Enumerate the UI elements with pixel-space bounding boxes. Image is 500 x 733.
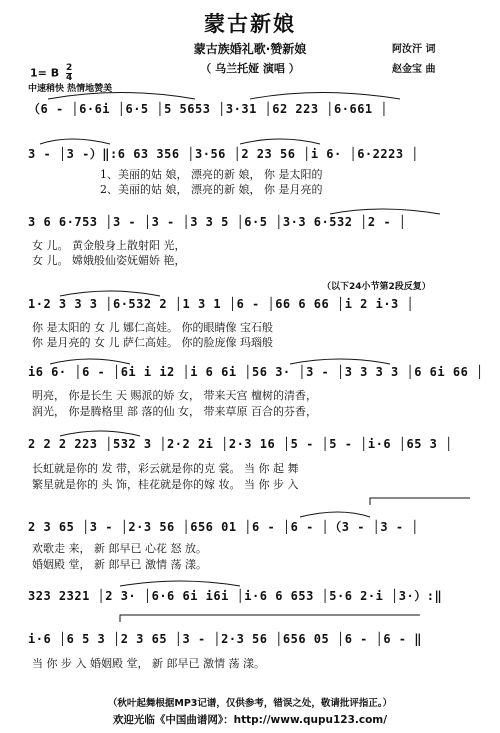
time-signature-bottom: 4 — [65, 73, 73, 83]
singer-credit: （ 乌兰托娅 演唱 ） — [200, 62, 300, 75]
volta-bracket — [120, 615, 420, 622]
lyric-line-6a: 长虹就是你的 发 带，彩云就是你的克 裳。 当 你 起 舞 — [32, 462, 299, 475]
footer-site: 欢迎光临《中国曲谱网》：http://www.qupu123.com/ — [112, 714, 388, 726]
score-line-1: （6 - │6·6i │6·5 │5 5653 │3·31 │62 223 │6·661 │ — [28, 102, 389, 116]
lyric-line-3a: 女 儿。 黄金般身上散射阳 光， — [32, 239, 186, 252]
song-subtitle: 蒙古族婚礼歌·赞新娘 — [193, 42, 307, 56]
slur-arc — [290, 359, 390, 364]
score-line-6: 2 2 2 223 │532 3 │2·2 2i │2·3 16 │5 - │5 - │i·6 │65 3 │ — [28, 437, 453, 451]
time-signature-top: 2 — [65, 63, 73, 73]
score-line-2: 3 - │3 -）‖:6 63 356 │3·56 │2 23 56 │i 6· │6·2223 │ — [28, 147, 420, 161]
slur-arc — [40, 139, 110, 144]
score-line-5: i6 6· │6 - │6i i i2 │i 6 6i │56 3· │3 - │3 3 3 3 │6 6i 66 │ — [28, 365, 484, 379]
lyric-line-4a: 你 是太阳的 女 儿 娜仁高娃。 你的眼睛像 宝石般 — [32, 321, 273, 334]
lyric-line-2b: 2、美丽的姑 娘， 漂亮的新 娘， 你 是月亮的 — [100, 183, 323, 196]
lyric-line-5b: 润光， 你是腾格里 部 落的仙 女， 带来草原 百合的芬香， — [32, 405, 317, 418]
lyric-line-3b: 女 儿。 嫦娥般仙姿妩媚娇 艳， — [32, 254, 186, 267]
song-title: 蒙古新娘 — [204, 12, 296, 36]
lyric-line-7a: 欢歌走 来， 新 郎早已 心花 怒 放。 — [32, 542, 207, 555]
score-line-7: 2 3 65 │3 - │2·3 56 │656 01 │6 - │6 - │（3 - │3 - │ — [28, 520, 420, 534]
composer-credit: 赵金宝 曲 — [392, 64, 436, 75]
score-line-8: 323 2321 │2 3· │6·6 6i i6i │i·6 6 653 │5·6 2·i │3·）:‖ — [28, 589, 443, 603]
repeat-note: （以下24小节第2段反复） — [322, 282, 431, 292]
lyricist-credit: 阿汝汗 词 — [392, 44, 436, 55]
slur-arc — [300, 512, 370, 517]
lyric-line-2a: 1、美丽的姑 娘， 漂亮的新 娘， 你 是太阳的 — [100, 168, 323, 181]
footer-note: （秋叶起舞根据MP3记谱，仅供参考，错误之处，敬请批评指正。） — [107, 698, 393, 709]
slur-arc — [330, 209, 440, 214]
slur-arc — [48, 93, 195, 100]
slur-arc — [60, 431, 140, 436]
score-line-9: i·6 │6 5 3 │2 3 65 │3 - │2·3 56 │656 05 │6 - │6 - ‖ — [28, 632, 422, 646]
lyric-line-5a: 明亮， 你是长生 天 赐派的娇 女， 带来天宫 檀树的清香， — [32, 389, 317, 402]
slur-arc — [50, 359, 130, 364]
slur-arc — [60, 291, 160, 296]
lyric-line-4b: 你 是月亮的 女 儿 萨仁高娃。 你的脸庞像 玛瑙般 — [32, 336, 273, 349]
score-line-3: 3 6 6·753 │3 - │3 - │3 3 5 │6·5 │3·3 6·532 │2 - │ — [28, 215, 407, 229]
slur-arc — [240, 139, 320, 144]
lyric-line-6b: 繁星就是你的 头 饰，桂花就是你的嫁 妆。 当 你 步 入 — [32, 478, 299, 491]
volta-bracket — [370, 498, 470, 505]
tempo-marking: 中速稍快 热情地赞美 — [28, 84, 113, 94]
slur-arc — [120, 581, 240, 586]
lyric-line-7b: 婚姻殿 堂， 新 郎早已 激情 荡 漾。 — [32, 558, 207, 571]
key-label: 1= B — [30, 66, 60, 80]
slur-arc — [250, 93, 400, 100]
lyric-line-9a: 当 你 步 入 婚姻殿 堂， 新 郎早已 激情 荡 漾。 — [32, 657, 265, 670]
score-line-4: 1·2 3 3 3 │6·532 2 │1 3 1 │6 - │66 6 66 │i 2 i·3 │ — [28, 297, 415, 311]
